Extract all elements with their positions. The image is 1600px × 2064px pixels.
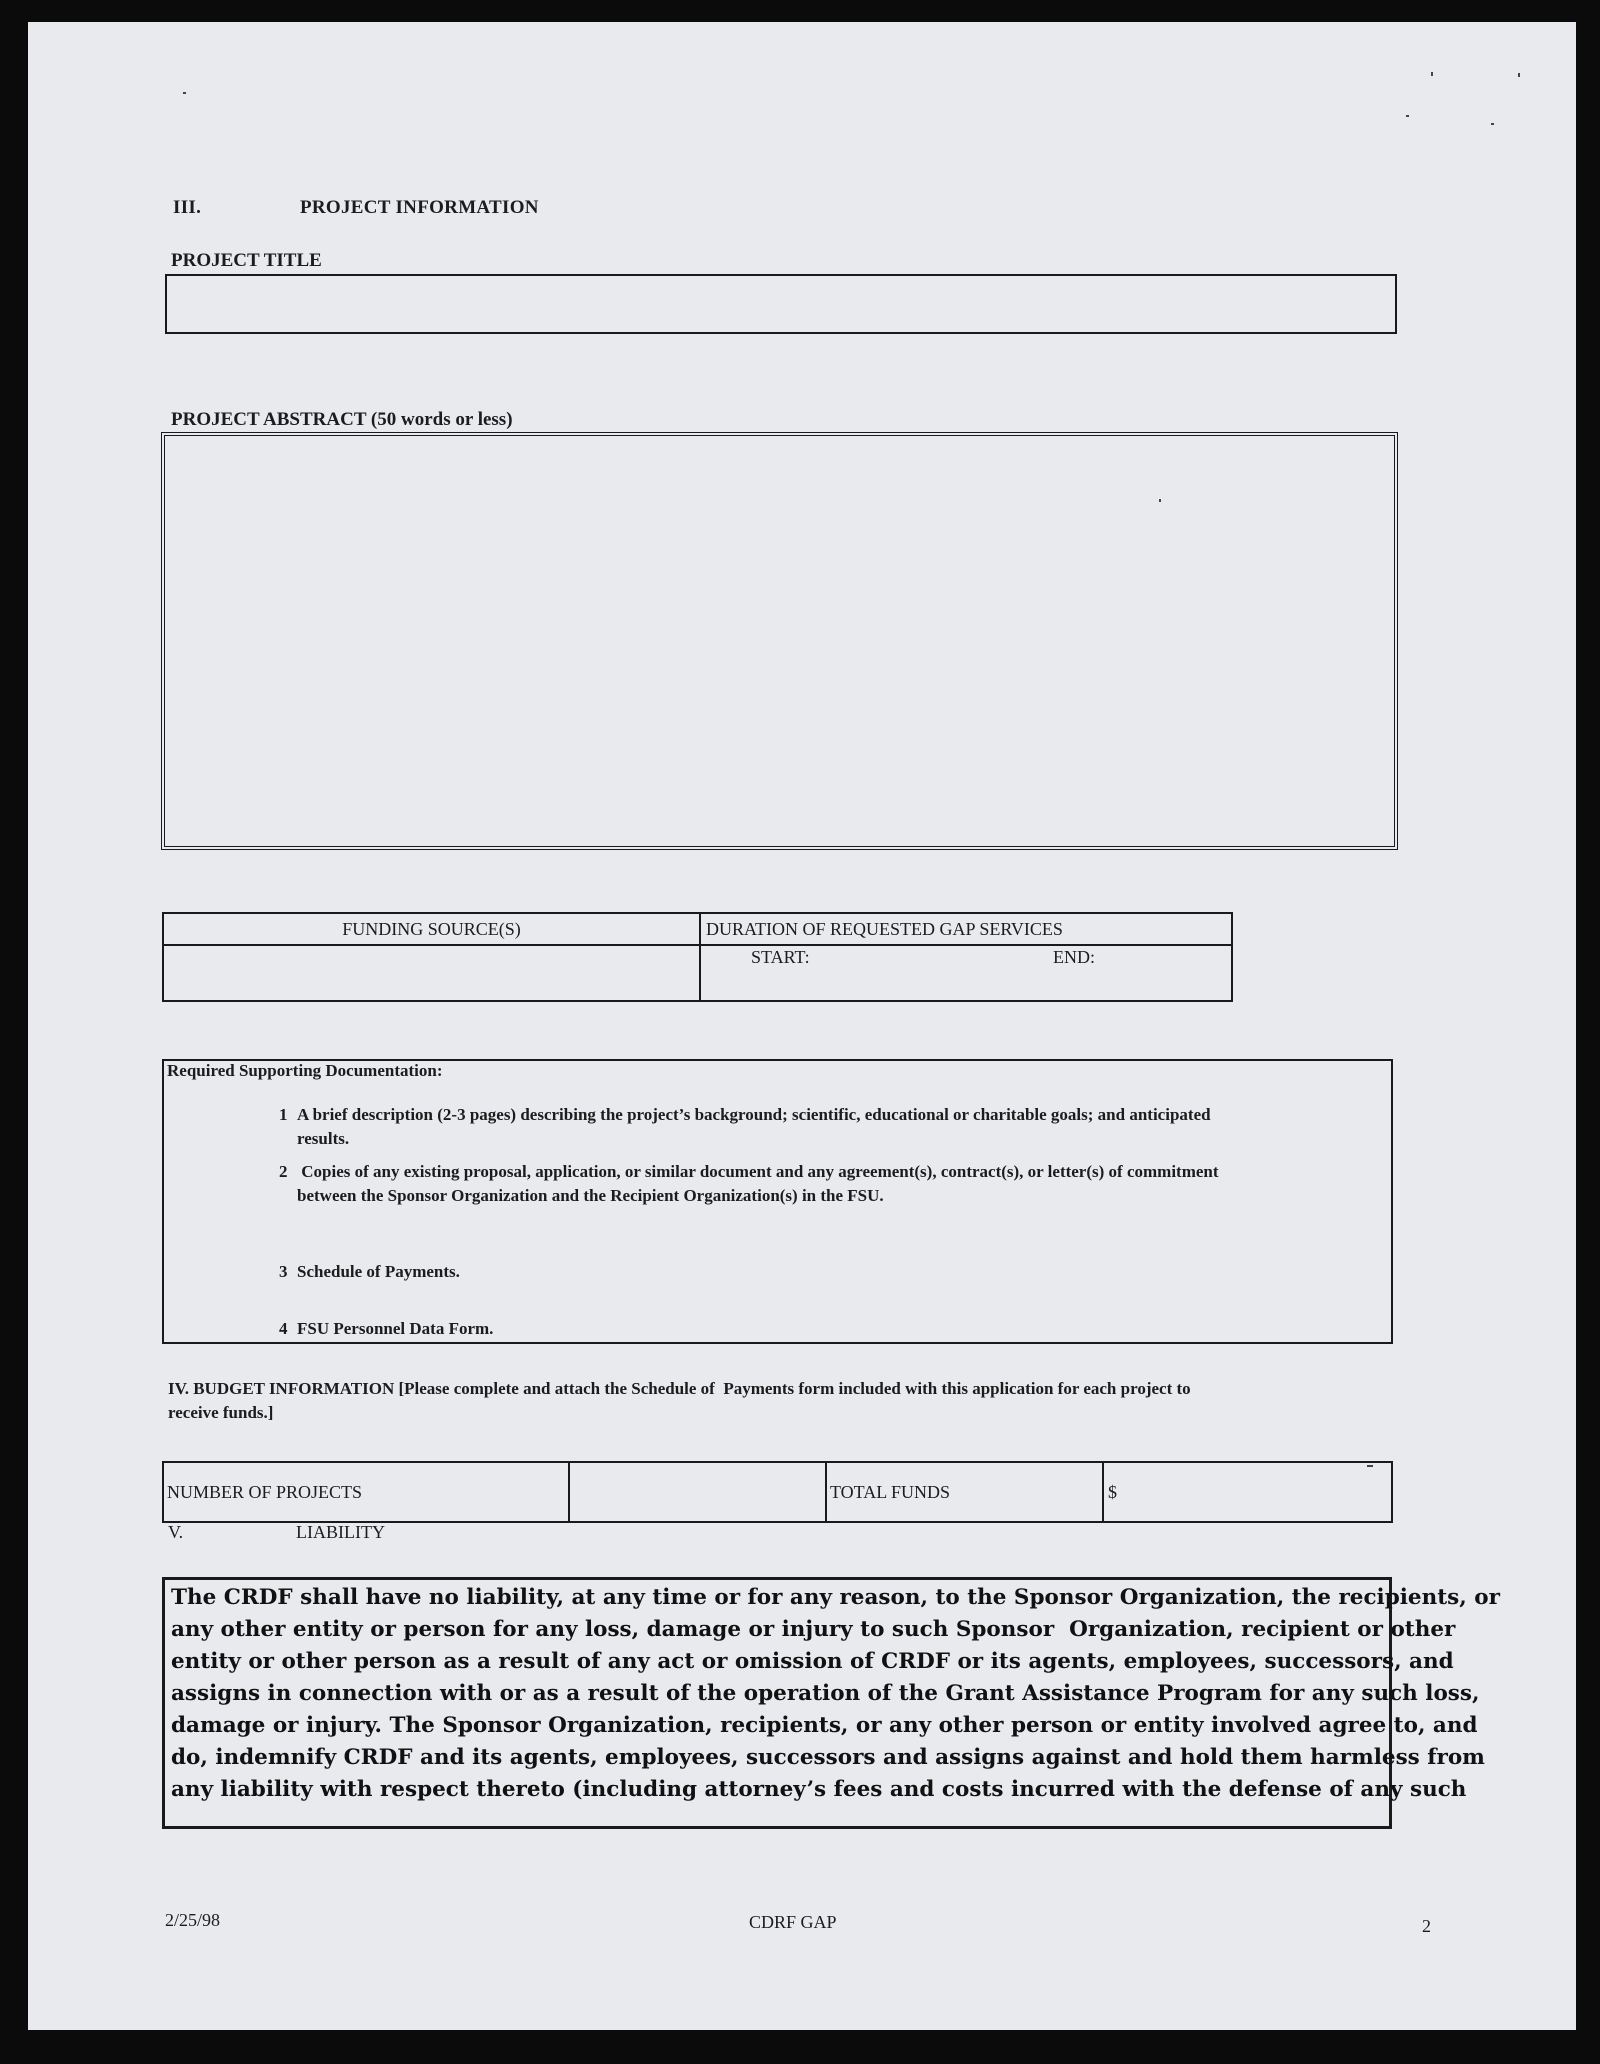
footer-center-text: CDRF GAP bbox=[749, 1912, 837, 1932]
liability-statement bbox=[162, 1577, 1500, 1829]
liability-line-6: do, indemnify CRDF and its agents, employees, successors and assigns against and hold them harmless from bbox=[171, 1745, 1485, 1770]
scan-speck bbox=[1159, 499, 1161, 502]
doc-item-3-number: 3 bbox=[279, 1262, 288, 1281]
end-label: END: bbox=[1053, 947, 1095, 967]
funding-source-field[interactable] bbox=[163, 945, 700, 1001]
scan-speck bbox=[1431, 72, 1433, 76]
liability-line-5: damage or injury. The Sponsor Organization, recipients, or any other person or entity involved agree to, and bbox=[171, 1713, 1478, 1738]
liability-line-1: The CRDF shall have no liability, at any time or for any reason, to the Sponsor Organization, the recipients, or bbox=[171, 1585, 1500, 1610]
total-funds-field[interactable] bbox=[1103, 1462, 1392, 1522]
document-page bbox=[28, 22, 1576, 2030]
supporting-docs-title: Required Supporting Documentation: bbox=[167, 1061, 443, 1080]
section-5-number: V. bbox=[168, 1522, 184, 1542]
project-abstract-field[interactable] bbox=[161, 432, 1398, 850]
footer-date: 2/25/98 bbox=[165, 1910, 221, 1930]
doc-item-4-text: FSU Personnel Data Form. bbox=[297, 1319, 494, 1338]
funding-duration-table bbox=[162, 912, 1233, 1002]
scan-speck bbox=[1491, 123, 1494, 125]
section-5-title: LIABILITY bbox=[296, 1522, 385, 1542]
start-label: START: bbox=[751, 947, 810, 967]
section-4-text: IV. BUDGET INFORMATION [Please complete and attach the Schedule of Payments form included with this application for each project to bbox=[168, 1379, 1191, 1398]
liability-line-3: entity or other person as a result of any act or omission of CRDF or its agents, employees, successors, and bbox=[171, 1649, 1454, 1674]
section-3-number: III. bbox=[173, 197, 202, 218]
project-title-field[interactable] bbox=[165, 274, 1397, 334]
section-3-title: PROJECT INFORMATION bbox=[300, 197, 539, 218]
scan-speck bbox=[183, 92, 186, 94]
budget-table bbox=[162, 1461, 1393, 1523]
doc-item-1-text: A brief description (2-3 pages) describing the project’s background; scientific, educational or charitable goals; and anticipated bbox=[297, 1105, 1211, 1124]
liability-line-2: any other entity or person for any loss, damage or injury to such Sponsor Organization, recipient or other bbox=[171, 1617, 1456, 1642]
funding-source-header: FUNDING SOURCE(S) bbox=[163, 913, 700, 945]
project-title-label: PROJECT TITLE bbox=[171, 250, 322, 271]
doc-item-2-number: 2 bbox=[279, 1162, 288, 1181]
doc-item-1-number: 1 bbox=[279, 1105, 288, 1124]
doc-item-2-text-cont: between the Sponsor Organization and the Recipient Organization(s) in the FSU. bbox=[297, 1186, 884, 1205]
liability-line-7: any liability with respect thereto (including attorney’s fees and costs incurred with the defense of any such bbox=[171, 1777, 1467, 1802]
scan-speck bbox=[1518, 73, 1520, 77]
doc-item-3-text: Schedule of Payments. bbox=[297, 1262, 460, 1281]
scan-speck bbox=[1367, 1465, 1373, 1467]
footer-page-number: 2 bbox=[1422, 1916, 1431, 1936]
liability-line-4: assigns in connection with or as a result of the operation of the Grant Assistance Program for any such loss, bbox=[171, 1681, 1480, 1706]
total-funds-value: $ bbox=[1108, 1481, 1117, 1502]
doc-item-4-number: 4 bbox=[279, 1319, 288, 1338]
duration-field[interactable] bbox=[700, 945, 1232, 1001]
doc-item-1-text-cont: results. bbox=[297, 1129, 350, 1148]
doc-item-2-text: Copies of any existing proposal, application, or similar document and any agreement(s), contract(s), or letter(s) of commitment bbox=[297, 1162, 1219, 1181]
supporting-docs-box bbox=[162, 1059, 1393, 1344]
number-of-projects-field[interactable] bbox=[569, 1462, 826, 1522]
number-of-projects-label: NUMBER OF PROJECTS bbox=[163, 1462, 569, 1522]
duration-header: DURATION OF REQUESTED GAP SERVICES bbox=[700, 913, 1232, 945]
project-abstract-label: PROJECT ABSTRACT (50 words or less) bbox=[171, 409, 513, 430]
total-funds-label: TOTAL FUNDS bbox=[826, 1462, 1103, 1522]
section-4-text-cont: receive funds.] bbox=[168, 1403, 274, 1422]
scan-speck bbox=[1406, 115, 1409, 117]
